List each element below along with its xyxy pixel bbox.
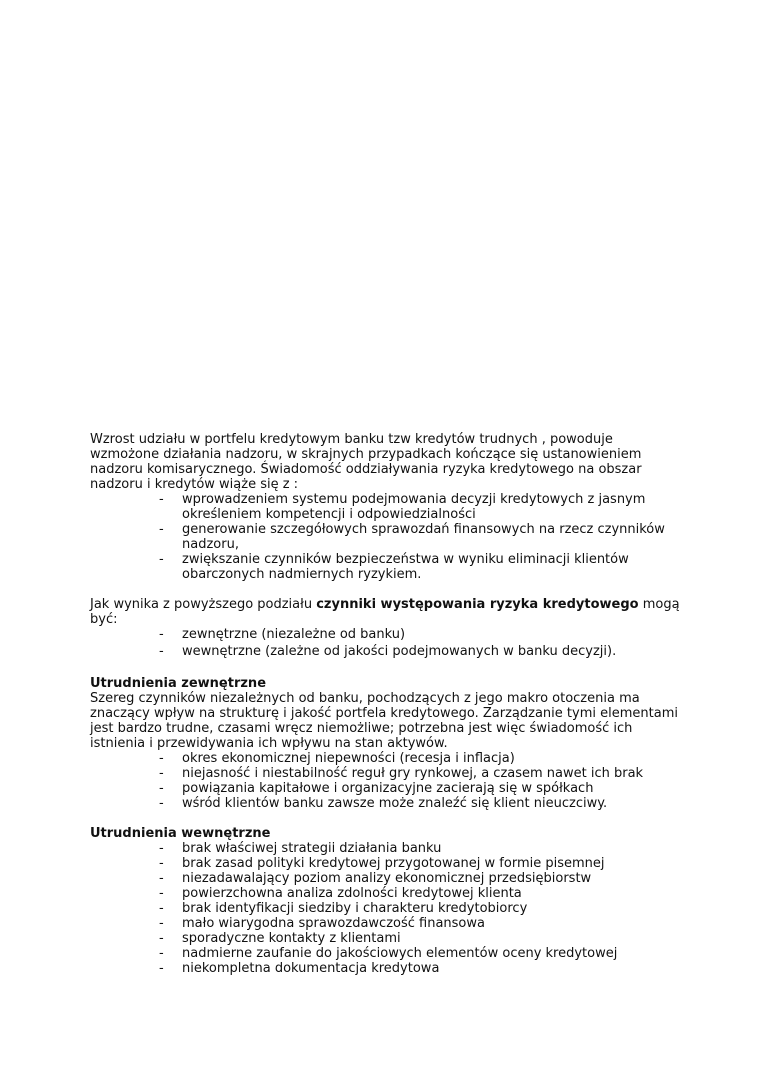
internal-list — [90, 841, 680, 976]
bullet-dash: - — [159, 931, 164, 946]
list-item: - brak właściwej strategii działania banku — [159, 841, 442, 856]
bullet-dash: - — [159, 781, 164, 796]
bullet-dash: - — [159, 871, 164, 886]
factors-list — [90, 627, 680, 659]
list-item: - wśród klientów banku zawsze może znaleźć się klient nieuczciwy. — [159, 796, 608, 811]
document-body — [90, 432, 680, 976]
list-item: - okres ekonomicznej niepewności (recesja i inflacja) — [159, 751, 515, 766]
factors-paragraph: Jak wynika z powyższego podziału czynniki występowania ryzyka kredytowego mogą być: — [90, 597, 680, 627]
bullet-dash: - — [159, 522, 164, 537]
list-item: - wprowadzeniem systemu podejmowania decyzji kredytowych z jasnym określeniem kompetencji i odpowiedzialności — [159, 492, 646, 522]
bullet-dash: - — [159, 916, 164, 931]
list-item: - nadmierne zaufanie do jakościowych elementów oceny kredytowej — [159, 946, 618, 961]
bullet-dash: - — [159, 961, 164, 976]
list-item: - mało wiarygodna sprawozdawczość finansowa — [159, 916, 485, 931]
intro-list — [90, 492, 680, 582]
list-item: - niekompletna dokumentacja kredytowa — [159, 961, 440, 976]
intro-paragraph: Wzrost udziału w portfelu kredytowym banku tzw kredytów trudnych , powoduje wzmożone działania nadzoru, w skrajnych przypadkach kończące się ustanowieniem nadzoru komisarycznego. Świadomość oddziaływania ryzyka kredytowego na obszar nadzoru i kredytów wiąże się z : — [90, 432, 642, 492]
list-item: - powierzchowna analiza zdolności kredytowej klienta — [159, 886, 522, 901]
external-heading: Utrudnienia zewnętrzne — [90, 676, 267, 691]
list-item: - sporadyczne kontakty z klientami — [159, 931, 401, 946]
internal-heading: Utrudnienia wewnętrzne — [90, 826, 271, 841]
bullet-dash: - — [159, 552, 164, 567]
factors-bold-phrase: czynniki występowania ryzyka kredytowego — [316, 597, 639, 612]
bullet-dash: - — [159, 751, 164, 766]
bullet-dash: - — [159, 946, 164, 961]
list-item: - niejasność i niestabilność reguł gry rynkowej, a czasem nawet ich brak — [159, 766, 644, 781]
bullet-dash: - — [159, 644, 164, 659]
external-list — [90, 751, 680, 811]
bullet-dash: - — [159, 901, 164, 916]
list-item: - zewnętrzne (niezależne od banku) — [159, 627, 406, 642]
bullet-dash: - — [159, 796, 164, 811]
list-item: - powiązania kapitałowe i organizacyjne zacierają się w spółkach — [159, 781, 594, 796]
list-item: - zwiększanie czynników bezpieczeństwa w wyniku eliminacji klientów obarczonych nadmiernych ryzykiem. — [159, 552, 629, 582]
bullet-dash: - — [159, 492, 164, 507]
list-item: - wewnętrzne (zależne od jakości podejmowanych w banku decyzji). — [159, 644, 617, 659]
external-paragraph: Szereg czynników niezależnych od banku, pochodzących z jego makro otoczenia ma znaczący wpływ na strukturę i jakość portfela kredytowego. Zarządzanie tymi elementami jest bardzo trudne, czasami wręcz niemożliwe; potrzebna jest więc świadomość ich istnienia i przewidywania ich wpływu na stan aktywów. — [90, 691, 678, 751]
bullet-dash: - — [159, 886, 164, 901]
list-item: - brak identyfikacji siedziby i charakteru kredytobiorcy — [159, 901, 528, 916]
bullet-dash: - — [159, 766, 164, 781]
list-item: - niezadawalający poziom analizy ekonomicznej przedsiębiorstw — [159, 871, 592, 886]
list-item: - brak zasad polityki kredytowej przygotowanej w formie pisemnej — [159, 856, 605, 871]
list-item: - generowanie szczegółowych sprawozdań finansowych na rzecz czynników nadzoru, — [159, 522, 665, 552]
bullet-dash: - — [159, 841, 164, 856]
bullet-dash: - — [159, 627, 164, 642]
bullet-dash: - — [159, 856, 164, 871]
